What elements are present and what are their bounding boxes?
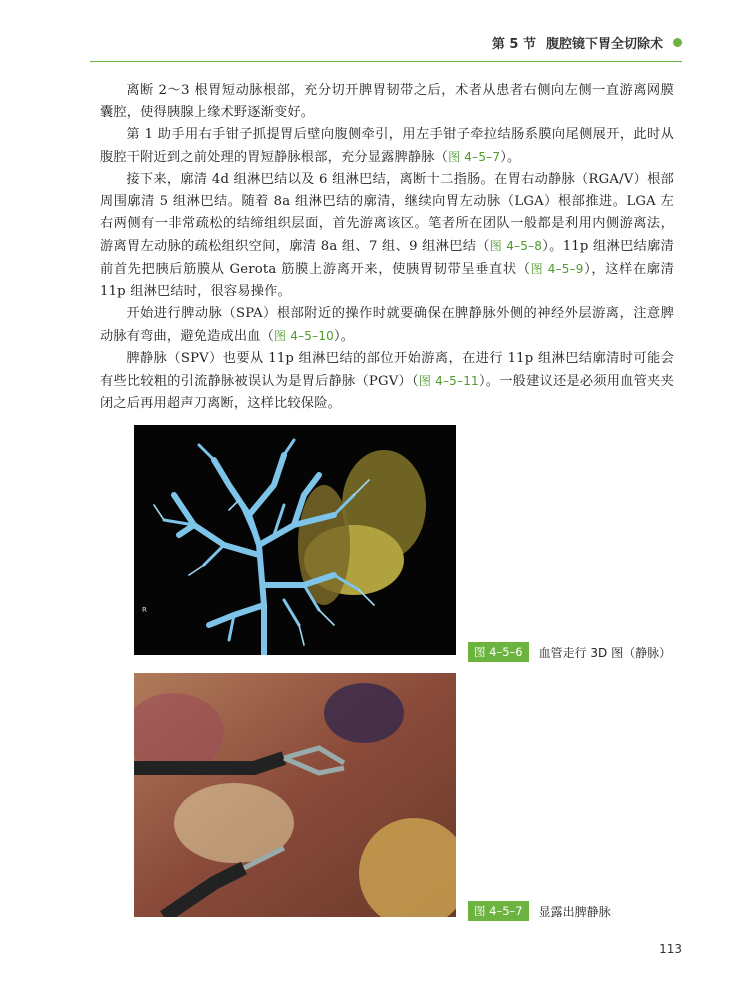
figure-reference-link[interactable]: 图 4–5–8 xyxy=(489,239,543,253)
figure-label: 图 4–5–6 xyxy=(468,642,529,662)
orientation-marker: R xyxy=(142,606,147,614)
paragraph-3: 接下来，廓清 4d 组淋巴结以及 6 组淋巴结，离断十二指肠。在胃右动静脉（RGA/V）根部周围廓清 5 组淋巴结。随着 8a 组淋巴结的廓清，继续向胃左动脉（LGA）根部推进。LGA 左右两侧有一非常疏松的结缔组织层面，首先游离该区。笔者所在团队一般都是利用内侧游离法，游离胃左动脉的疏松组织空间，廓清 8a 组、7 组、9 组淋巴结（图 4–5–8）。11p 组淋巴结廓清前首先把胰后筋膜从 Gerota 筋膜上游离开来，使胰胃韧带呈垂直状（图 4–5–9），这样在廓清 11p 组淋巴结时，很容易操作。 xyxy=(100,172,674,299)
chapter-title: 腹腔镜下胃全切除术 xyxy=(545,36,663,52)
figure-splenic-vein xyxy=(134,673,456,917)
figure-reference-link[interactable]: 图 4–5–7 xyxy=(448,150,501,164)
figure-caption xyxy=(468,901,611,921)
body-text xyxy=(100,80,674,415)
figure-caption-text: 显露出脾静脉 xyxy=(538,904,611,919)
header-rule xyxy=(90,61,682,62)
surgical-photo xyxy=(134,673,456,917)
figure-reference-link[interactable]: 图 4–5–10 xyxy=(274,329,335,343)
figure-caption-text: 血管走行 3D 图（静脉） xyxy=(538,645,672,660)
figure-reference-link[interactable]: 图 4–5–11 xyxy=(418,374,479,388)
figure-3d-vessel xyxy=(134,425,456,655)
vessel-3d-image xyxy=(134,425,456,655)
running-header xyxy=(492,30,682,54)
figure-label: 图 4–5–7 xyxy=(468,901,529,921)
vessel-rendering xyxy=(134,425,456,655)
figure-caption xyxy=(468,642,671,662)
paragraph-5: 脾静脉（SPV）也要从 11p 组淋巴结的部位开始游离，在进行 11p 组淋巴结廓清时可能会有些比较粗的引流静脉被误认为是胃后静脉（PGV）（图 4–5–11）。一般建议还是必须用血管夹夹闭之后再用超声刀离断，这样比较保险。 xyxy=(100,351,674,411)
section-number: 第 5 节 xyxy=(491,36,536,52)
paragraph-4: 开始进行脾动脉（SPA）根部附近的操作时就要确保在脾静脉外侧的神经外层游离，注意脾动脉有弯曲，避免造成出血（图 4–5–10）。 xyxy=(100,306,674,344)
figure-reference-link[interactable]: 图 4–5–9 xyxy=(530,262,584,276)
page-number: 113 xyxy=(659,942,682,956)
paragraph-1: 离断 2～3 根胃短动脉根部，充分切开脾胃韧带之后，术者从患者右侧向左侧一直游离网膜囊腔，使得胰腺上缘术野逐渐变好。 xyxy=(100,83,674,120)
header-dot-icon xyxy=(673,38,682,47)
surgical-scene xyxy=(134,673,456,917)
paragraph-2: 第 1 助手用右手钳子抓提胃后壁向腹侧牵引，用左手钳子牵拉结肠系膜向尾侧展开，此时从腹腔干附近到之前处理的胃短静脉根部，充分显露脾静脉（图 4–5–7）。 xyxy=(100,127,674,165)
